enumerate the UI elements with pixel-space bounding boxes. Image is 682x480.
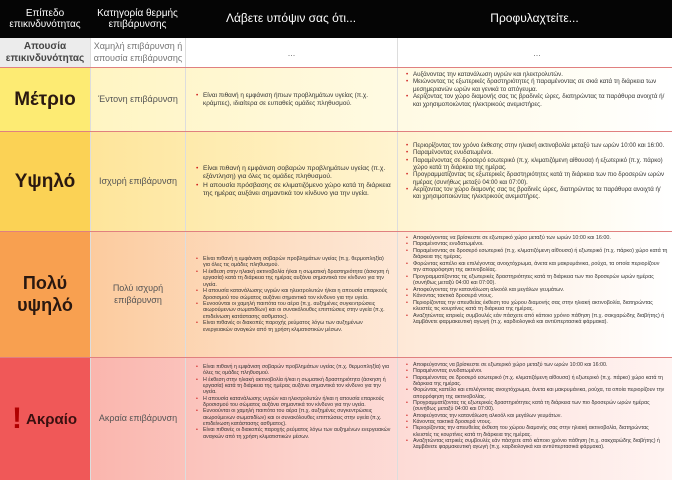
list-item: • Ευνοούνται οι χαμηλή παιπότα του αέρα (π.χ. αυξημένες συγκεντρώσεις αιωρούμενων σωματιδίων) και οι συνακόλουθες επιπτώσεις στην υγεία (π.χ. επιδείνωση κατάστασης ασθματος). bbox=[196, 301, 391, 320]
table-row-extreme bbox=[0, 358, 672, 480]
list-item: • Προγραμματίζοντας τις εξωτερικές δραστηριότητες κατά τη διάρκεια των πιο δροσερών ωρών ημέρας (συνήθως μεταξύ 04:00 και 07:00). bbox=[406, 400, 668, 413]
header-protect: Προφυλαχτείτε... bbox=[490, 11, 579, 26]
list-item: • Αερίζοντας τον χώρο διαμονής σας τις βραδινές ώρες, διατηρώντας τα παράθυρα ανοιχτά ή/και χρησιμοποιώντας ηλεκτρικούς ανεμιστήρες. bbox=[406, 186, 668, 201]
list-item: • Προγραμματίζοντας τις εξωτερικές δραστηριότητες κατά τη διάρκεια των πιο δροσερών ωρών ημέρας (συνήθως μεταξύ 04:00 και 07:00). bbox=[406, 274, 668, 287]
protect-list bbox=[406, 362, 668, 451]
risk-level-label: Πολύ υψηλό bbox=[17, 272, 73, 315]
heat-category-label: Πολύ ισχυρή επιβάρυνση bbox=[90, 232, 185, 357]
list-item: • Προγραμματίζοντας τις εξωτερικές δραστηριότητες κατά τη διάρκεια των πιο δροσερών ωρών ημέρας (συνήθως μεταξύ 04:00 και 07:00). bbox=[406, 171, 668, 186]
risk-level-cell bbox=[0, 358, 90, 480]
list-item: • Αυξάνοντας την κατανάλωση υγρών και ηλεκτρολυτών. bbox=[406, 71, 668, 78]
header-note: Λάβετε υπόψιν σας ότι... bbox=[225, 11, 357, 26]
table-row-very-high bbox=[0, 232, 672, 358]
protect-list bbox=[406, 235, 668, 326]
list-item: • Η απουσία κατανάλωσης υγρών και ηλεκτρολυτών ή/και η απουσία επαρκούς δροσισμού του σώματος αυξάνει σημαντικά τον κίνδυνο για την υγεία. bbox=[196, 288, 391, 301]
protect-cell bbox=[397, 132, 672, 231]
heat-category-label: Ακραία επιβάρυνση bbox=[90, 358, 185, 480]
heat-category-label: Έντονη επιβάρυνση bbox=[90, 68, 185, 131]
list-item: • Ευνοούνται οι χαμηλή παιπότα του αέρα (π.χ. αυξημένες συγκεντρώσεις αιωρούμενων σωματιδίων) και οι συνακόλουθες επιπτώσεις στην υγεία (π.χ. επιδείνωση κατάστασης ασθματος). bbox=[196, 408, 391, 427]
note-cell: ... bbox=[185, 38, 397, 67]
protect-list bbox=[406, 71, 668, 108]
protect-cell bbox=[397, 358, 672, 480]
note-list bbox=[196, 256, 391, 334]
table-row-none bbox=[0, 38, 672, 68]
risk-level-cell bbox=[0, 232, 90, 357]
header-risk-level: Επίπεδο επικινδυνότητας bbox=[9, 8, 81, 30]
list-item: • Κάνοντας τακτικά δροσερά ντους. bbox=[406, 293, 668, 299]
risk-level-cell bbox=[0, 132, 90, 231]
list-item: • Είναι πιθανές οι διακοπές παροχής ρεύματος λόγω των αυξημένων ενεργειακών αναγκών από τη χρήση κλιματιστικών μέσων. bbox=[196, 320, 391, 333]
table-header bbox=[0, 0, 672, 38]
list-item: • Περιορίζοντας την απευθείας έκθεση του χώρου διαμονής σας στην ηλιακή ακτινοβολία, διατηρώντας κλειστές τις κουρτίνες κατά τη διάρκεια της ημέρας. bbox=[406, 300, 668, 313]
table-row-high bbox=[0, 132, 672, 232]
list-item: • Παραμένοντας σε δροσερό εσωτερικό (π.χ. κλιματιζόμενη αίθουσα) ή εξωτερικό (π.χ. πάρκο) χώρο κατά τη διάρκεια της ημέρας. bbox=[406, 157, 668, 172]
list-item: • Είναι πιθανή η εμφάνιση σοβαρών προβλημάτων υγείας (π.χ. εξάντληση) για όλες τις ομάδες πληθυσμού. bbox=[196, 165, 391, 181]
list-item: • Η έκθεση στην ηλιακή ακτινοβολία ή/και η σωματική δραστηριότητα (άσκηση ή εργασία) κατά τη διάρκεια της ημέρας αυξάνει σημαντικά τον κίνδυνο για την υγεία. bbox=[196, 269, 391, 288]
list-item: • Αναζητώντας ιατρικές συμβουλές εάν πάσχετε από κάποιο χρόνιο πάθηση (π.χ. σακχαρώδης διαβήτης) ή λαμβάνετε φαρμακευτική αγωγή (π.χ. καρδιολογικά και αντιϋπερτασικά φάρμακα). bbox=[406, 313, 668, 326]
protect-list bbox=[406, 142, 668, 201]
list-item: • Περιορίζοντας την απευθείας έκθεση του χώρου διαμονής σας στην ηλιακή ακτινοβολία, διατηρώντας κλειστές τις κουρτίνες κατά τη διάρκεια της ημέρας. bbox=[406, 425, 668, 438]
table-row-moderate bbox=[0, 68, 672, 132]
list-item: • Η απουσία κατανάλωσης υγρών και ηλεκτρολυτών ή/και η απουσία επαρκούς δροσισμού του σώματος αυξάνει σημαντικά τον κίνδυνο για την υγεία. bbox=[196, 396, 391, 409]
note-cell bbox=[185, 68, 397, 131]
list-item: • Περιορίζοντας τον χρόνο έκθεσης στην ηλιακή ακτινοβολία μεταξύ των ωρών 10:00 και 16:00. bbox=[406, 142, 668, 149]
header-heat-category: Κατηγορία θερμής επιβάρυνσης bbox=[97, 8, 178, 30]
note-cell bbox=[185, 132, 397, 231]
list-item: • Αποφεύγοντας την κατανάλωση αλκοόλ και μεγάλων γευμάτων. bbox=[406, 413, 668, 419]
list-item: • Αποφεύγοντας την κατανάλωση αλκοόλ και μεγάλων γευμάτων. bbox=[406, 287, 668, 293]
list-item: • Είναι πιθανή η εμφάνιση σοβαρών προβλημάτων υγείας (π.χ. θερμοπληξία) για όλες τις ομάδες πληθυσμού. bbox=[196, 256, 391, 269]
list-item: • Αερίζοντας τον χώρο διαμονής σας τις βραδινές ώρες, διατηρώντας τα παράθυρα ανοιχτά ή/και χρησιμοποιώντας ηλεκτρικούς ανεμιστήρες. bbox=[406, 93, 668, 108]
list-item: • Κάνοντας τακτικά δροσερά ντους. bbox=[406, 419, 668, 425]
note-cell bbox=[185, 358, 397, 480]
note-list bbox=[196, 364, 391, 440]
risk-level-cell bbox=[0, 68, 90, 131]
list-item: • Παραμένοντας σε δροσερό εσωτερικό (π.χ. κλιματιζόμενη αίθουσα) ή εξωτερικό (π.χ. πάρκο) χώρο κατά τη διάρκεια της ημέρας. bbox=[406, 375, 668, 388]
note-cell bbox=[185, 232, 397, 357]
protect-cell bbox=[397, 232, 672, 357]
list-item: • Παραμένοντας ενυδατωμένοι. bbox=[406, 241, 668, 247]
risk-level-label: Μέτριο bbox=[14, 88, 76, 110]
heat-category-label: Ισχυρή επιβάρυνση bbox=[90, 132, 185, 231]
note-list bbox=[196, 92, 391, 107]
heat-category-label: Χαμηλή επιβάρυνση ή απουσία επιβάρυνσης bbox=[90, 38, 185, 67]
list-item: • Φορώντας καπέλο και επιλέγοντας ανοιχτόχρωμα, άνετα και μακρυμάνικα, ρούχα, τα οποία περιορίζουν την απορρόφηση της ακτινοβολίας. bbox=[406, 261, 668, 274]
exclamation-icon: ! bbox=[12, 402, 22, 435]
list-item: • Αποφεύγοντας να βρίσκεστε σε εξωτερικό χώρο μεταξύ των ωρών 10:00 και 16:00. bbox=[406, 235, 668, 241]
list-item: • Είναι πιθανή η εμφάνιση ήπιων προβλημάτων υγείας (π.χ. κράμπες), ιδιαίτερα σε ευπαθείς ομάδες πληθυσμού. bbox=[196, 92, 391, 107]
protect-cell: ... bbox=[397, 38, 672, 67]
list-item: • Αποφεύγοντας να βρίσκεστε σε εξωτερικό χώρο μεταξύ των ωρών 10:00 και 16:00. bbox=[406, 362, 668, 368]
list-item: • Είναι πιθανές οι διακοπές παροχής ρεύματος λόγω των αυξημένων ενεργειακών αναγκών από τη χρήση κλιματιστικών μέσων. bbox=[196, 427, 391, 440]
list-item: • Μειώνοντας τις εξωτερικές δραστηριότητες ή παραμένοντας σε σκιά κατά τη διάρκεια των μεσημεριανών ωρών και γενικά το απόγευμα. bbox=[406, 78, 668, 93]
risk-level-label: Απουσία επικινδυνότητας bbox=[0, 38, 90, 67]
risk-level-label: Ακραίο bbox=[26, 410, 78, 428]
list-item: • Παραμένοντας ενυδατωμένοι. bbox=[406, 149, 668, 156]
list-item: • Αναζητώντας ιατρικές συμβουλές εάν πάσχετε από κάποιο χρόνιο πάθηση (π.χ. σακχαρώδης διαβήτης) ή λαμβάνετε φαρμακευτική αγωγή (π.χ. καρδιολογικά και αντιϋπερτασικά φάρμακα). bbox=[406, 438, 668, 451]
note-list bbox=[196, 165, 391, 197]
protect-cell bbox=[397, 68, 672, 131]
list-item: • Η έκθεση στην ηλιακή ακτινοβολία ή/και η σωματική δραστηριότητα (άσκηση ή εργασία) κατά τη διάρκεια της ημέρας αυξάνει σημαντικά τον κίνδυνο για την υγεία. bbox=[196, 377, 391, 396]
list-item: • Είναι πιθανή η εμφάνιση σοβαρών προβλημάτων υγείας (π.χ. θερμοπληξία) για όλες τις ομάδες πληθυσμού. bbox=[196, 364, 391, 377]
list-item: • Φορώντας καπέλο και επιλέγοντας ανοιχτόχρωμα, άνετα και μακρυμάνικα, ρούχα, τα οποία περιορίζουν την απορρόφηση της ακτινοβολίας. bbox=[406, 387, 668, 400]
list-item: • Παραμένοντας σε δροσερό εσωτερικό (π.χ. κλιματιζόμενη αίθουσα) ή εξωτερικό (π.χ. πάρκο) χώρο κατά τη διάρκεια της ημέρας. bbox=[406, 248, 668, 261]
risk-level-label: Υψηλό bbox=[14, 170, 76, 192]
list-item: • Η απουσία πρόσβασης σε κλιματιζόμενο χώρο κατά τη διάρκεια της ημέρας αυξάνει σημαντικά τον κίνδυνο για την υγεία. bbox=[196, 182, 391, 198]
list-item: • Παραμένοντας ενυδατωμένοι. bbox=[406, 368, 668, 374]
